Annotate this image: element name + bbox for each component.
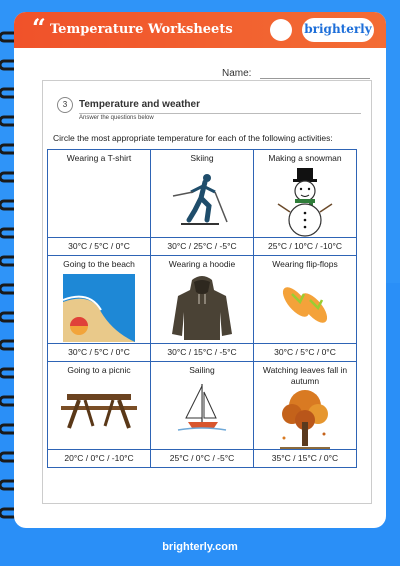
quote-icon: “	[32, 13, 46, 42]
activity-title: Wearing a T-shirt	[66, 153, 132, 163]
activity-cell	[254, 256, 357, 362]
activity-title: Skiing	[190, 153, 214, 163]
worksheet-title: Temperature Worksheets	[50, 22, 233, 37]
temperature-options[interactable]: 20°C / 0°C / -10°C	[48, 449, 150, 467]
circle-decoration-icon	[270, 19, 292, 41]
worksheet-page	[14, 12, 386, 528]
snowman-icon	[254, 166, 356, 238]
activity-title: Going to the beach	[63, 259, 135, 269]
temperature-options[interactable]: 30°C / 15°C / -5°C	[151, 343, 253, 361]
instruction-text: Circle the most appropriate temperature for each of the following activities:	[53, 133, 333, 143]
question-number: 3	[57, 97, 73, 113]
activity-title: Wearing a hoodie	[168, 259, 236, 269]
temperature-options[interactable]: 30°C / 5°C / 0°C	[254, 343, 356, 361]
footer-site[interactable]: brighterly.com	[162, 541, 238, 553]
activity-cell	[254, 150, 357, 256]
activity-cell	[48, 256, 151, 362]
activity-cell	[48, 362, 151, 468]
picnic-table-icon	[48, 378, 150, 450]
activity-grid	[47, 149, 357, 468]
skier-icon	[151, 166, 253, 238]
temperature-options[interactable]: 25°C / 10°C / -10°C	[254, 237, 356, 255]
title-underline	[79, 113, 361, 114]
temperature-options[interactable]: 30°C / 25°C / -5°C	[151, 237, 253, 255]
header-bar	[14, 12, 386, 48]
name-field[interactable]	[260, 78, 370, 79]
beach-icon	[48, 272, 150, 344]
question-box	[42, 80, 372, 504]
question-title: Temperature and weather	[79, 99, 200, 110]
activity-cell	[48, 150, 151, 256]
temperature-options[interactable]: 35°C / 15°C / 0°C	[254, 449, 356, 467]
name-label: Name:	[222, 68, 252, 79]
activity-cell	[151, 362, 254, 468]
activity-cell	[151, 150, 254, 256]
question-subtitle: Answer the questions below	[79, 115, 154, 121]
activity-title: Making a snowman	[268, 153, 342, 163]
sailboat-icon	[151, 378, 253, 450]
brighterly-logo[interactable]	[302, 18, 374, 42]
activity-title: Going to a picnic	[67, 365, 131, 375]
blank-icon	[48, 166, 150, 238]
temperature-options[interactable]: 30°C / 5°C / 0°C	[48, 343, 150, 361]
activity-cell	[254, 362, 357, 468]
activity-title: Sailing	[189, 365, 215, 375]
logo-text: brighterly	[304, 22, 372, 36]
hoodie-icon	[151, 272, 253, 344]
activity-title: Wearing flip-flops	[272, 259, 338, 269]
flip-flops-icon	[254, 272, 356, 344]
activity-title: Watching leaves fall in autumn	[262, 365, 348, 386]
activity-cell	[151, 256, 254, 362]
temperature-options[interactable]: 25°C / 0°C / -5°C	[151, 449, 253, 467]
temperature-options[interactable]: 30°C / 5°C / 0°C	[48, 237, 150, 255]
